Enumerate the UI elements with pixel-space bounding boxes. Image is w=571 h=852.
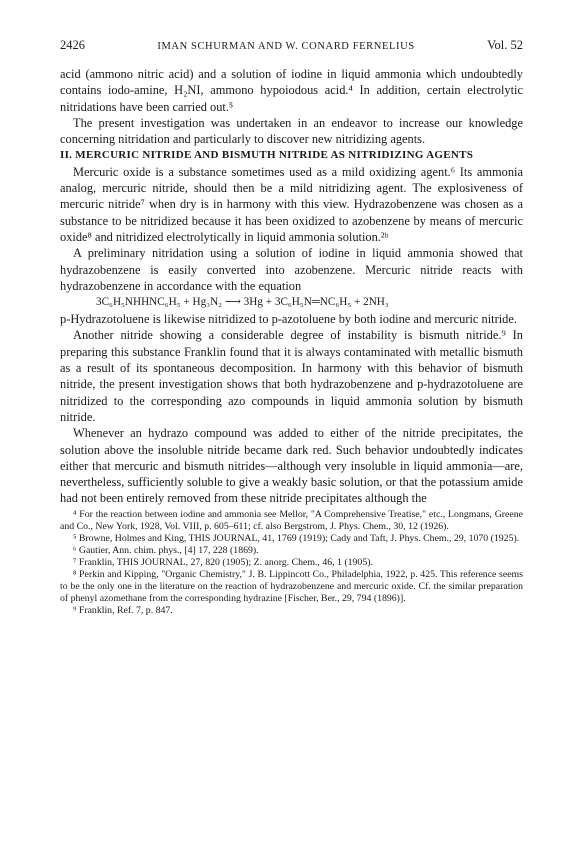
running-header	[60, 38, 523, 53]
paragraph-6: Another nitride showing a considerable degree of instability is bismuth nitride.⁹ In preparing this substance Franklin found that it is always contaminated with metallic bismuth as a result of its spontaneous decomposition. In harmony with this behavior of bismuth nitride, the present investigation shows that both hydrazobenzene and p-hydrazotoluene are nitridized to the corresponding azo compounds in liquid ammonia solution by bismuth nitride.	[60, 328, 523, 424]
footnote-5: ⁵ Browne, Holmes and King, THIS JOURNAL, 41, 1769 (1919); Cady and Taft, J. Phys. Chem., 29, 1070 (1925).	[73, 532, 520, 544]
footnote-9: ⁹ Franklin, Ref. 7, p. 847.	[73, 605, 173, 617]
volume-label: Vol. 52	[487, 38, 523, 52]
footnote-8: ⁸ Perkin and Kipping, "Organic Chemistry," J. B. Lippincott Co., Philadelphia, 1922, p. 425. This reference seems to be the only one in the literature on the reaction of hydrazobenzene and mercuric oxide. Cf. the similar preparation of phenyl azomethane from the corresponding hydrazine [Fischer, Ber., 29, 794 (1896)].	[60, 569, 523, 605]
paragraph-1: acid (ammono nitric acid) and a solution of iodine in liquid ammonia which undoubtedly contains iodo-amine, H₂NI, ammono hypoiodous acid.⁴ In addition, certain electrolytic nitridations have been carried out.⁵	[60, 67, 523, 114]
paragraph-7: Whenever an hydrazo compound was added to either of the nitride precipitates, the solution above the insoluble nitride became dark red. Such behavior undoubtedly indicates either that mercuric and bismuth nitrides—although very insoluble in liquid ammonia—are, nevertheless, sufficiently soluble to give a weakly basic solution, or that the potassium amide had not been entirely removed from these nitride precipitates although the	[60, 426, 523, 506]
section-heading: II. MERCURIC NITRIDE AND BISMUTH NITRIDE AS NITRIDIZING AGENTS	[60, 149, 474, 162]
footnote-4: ⁴ For the reaction between iodine and ammonia see Mellor, "A Comprehensive Treatise," etc., Longmans, Greene and Co., New York, 1928, Vol. VIII, p. 605–611; cf. also Bergstrom, J. Phys. Chem., 30, 12 (1926).	[60, 508, 523, 532]
footnote-7: ⁷ Franklin, THIS JOURNAL, 27, 820 (1905); Z. anorg. Chem., 46, 1 (1905).	[73, 557, 373, 569]
paragraph-2: The present investigation was undertaken in an endeavor to increase our knowledge concerning nitridation and particularly to discover new nitridizing agents.	[60, 115, 523, 147]
paragraph-4: A preliminary nitridation using a solution of iodine in liquid ammonia showed that hydrazobenzene is easily converted into azobenzene. Mercuric nitride reacts with hydrazobenzene in accordance with the equation	[60, 246, 523, 293]
main-text	[60, 66, 523, 507]
footnote-6: ⁶ Gautier, Ann. chim. phys., [4] 17, 228 (1869).	[73, 545, 259, 556]
page-number: 2426	[60, 38, 85, 52]
paragraph-5: p-Hydrazotoluene is likewise nitridized to p-azotoluene by both iodine and mercuric nitride.	[60, 312, 517, 327]
footnotes	[60, 509, 523, 618]
running-authors: IMAN SCHURMAN AND W. CONARD FERNELIUS	[157, 41, 415, 52]
paragraph-3: Mercuric oxide is a substance sometimes used as a mild oxidizing agent.⁶ Its ammonia analog, mercuric nitride, should then be a mild nitridizing agent. The explosiveness of mercuric nitride⁷ when dry is in harmony with this view. Hydrazobenzene was chosen as a substance to be nitridized because it has been oxidized to azobenzene by means of mercuric oxide⁸ and nitridized electrolytically in liquid ammonia solution.²ᵇ	[60, 164, 523, 244]
reaction-equation: 3C₆H₅NHHNC₆H₅ + Hg₃N₂ ⟶ 3Hg + 3C₆H₅N═NC₆H₅ + 2NH₃	[96, 296, 389, 309]
